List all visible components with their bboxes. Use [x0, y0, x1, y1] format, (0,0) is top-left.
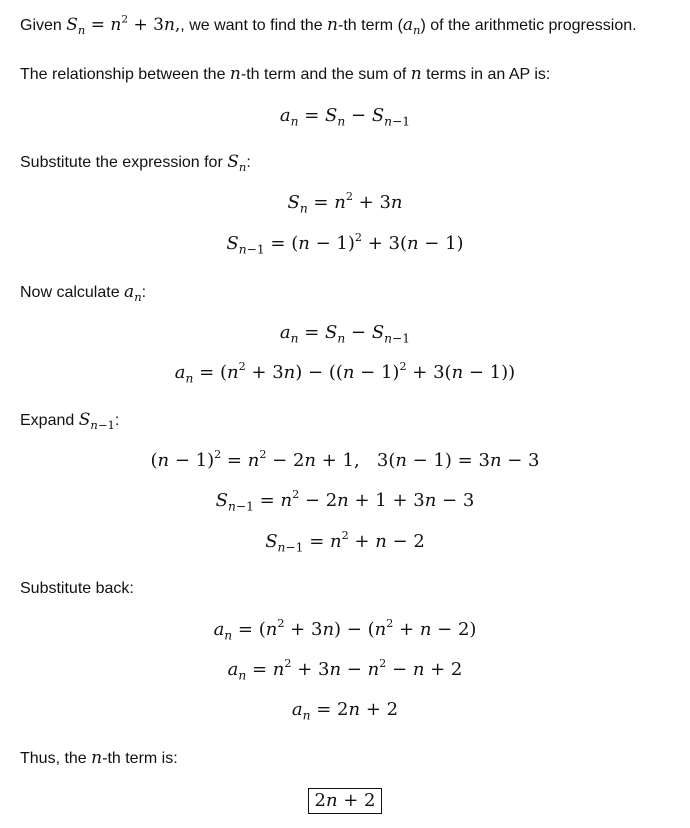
intro-text-2: , we want to find the [180, 17, 328, 34]
intro-text-1: Given [20, 17, 67, 34]
intro-text-3: -th term ( [338, 17, 403, 34]
n-symbol: n [327, 15, 338, 35]
equation-an-relation: $a_n = S_n - S_{n-1}$ [279, 105, 411, 129]
n-symbol: n [91, 748, 103, 768]
equation-an-result: $a_n = 2n + 2$ [291, 699, 399, 723]
substitute-back-paragraph [20, 578, 134, 600]
equation-an-expanded: $a_n = (n^2 + 3n) - ((n - 1)^2 + 3(n - 1))$ [174, 360, 516, 386]
sn-minus-1-symbol: $S_{n-1}$ [78, 410, 115, 433]
an-symbol: $a_n$ [124, 282, 142, 305]
substitute-text: Substitute the expression for [20, 154, 228, 171]
sn-symbol: $S_n$ [227, 152, 247, 175]
equation-expand-parts: $(n - 1)^2 = n^2 - 2n + 1$, 3(n − 1) = 3n − 3 [150, 448, 540, 471]
equation-an-relation-2: $a_n = S_n - S_{n-1}$ [279, 322, 411, 346]
n-symbol: n [410, 64, 422, 84]
equation-sn-minus-1-simplified: $S_{n-1} = n^2 + n - 2$ [265, 529, 425, 555]
colon-text: : [141, 284, 147, 301]
colon-text: : [114, 412, 120, 429]
colon-text: : [246, 154, 251, 171]
expand-paragraph [20, 409, 119, 432]
thus-paragraph [20, 747, 178, 770]
equation-an-substituted: $a_n = (n^2 + 3n) - (n^2 + n - 2)$ [213, 617, 477, 643]
substitute-back-text: Substitute back: [20, 580, 134, 597]
sn-definition: $S_n = n^2 + 3n$, [66, 13, 181, 38]
thus-text-1: Thus, the [20, 750, 92, 767]
n-symbol: n [229, 64, 241, 84]
equation-sn: $S_n = n^2 + 3n$ [287, 190, 403, 216]
relationship-text-1: The relationship between the [20, 66, 230, 83]
thus-text-2: -th term is: [102, 750, 178, 767]
intro-paragraph [20, 14, 637, 37]
calculate-paragraph [20, 281, 146, 304]
relationship-text-3: terms in an AP is: [421, 66, 551, 83]
an-symbol: $a_n$ [402, 15, 421, 38]
intro-text-4: ) of the arithmetic progression. [420, 17, 637, 34]
relationship-text-2: -th term and the sum of [240, 66, 411, 83]
relationship-paragraph [20, 63, 550, 86]
calculate-text: Now calculate [20, 284, 125, 301]
equation-an-open: $a_n = n^2 + 3n - n^2 - n + 2$ [227, 657, 463, 683]
final-answer-box: 2n + 2 [308, 788, 381, 814]
equation-sn-minus-1: $S_{n-1} = (n - 1)^2 + 3(n - 1)$ [226, 231, 464, 257]
equation-sn-minus-1-sum: $S_{n-1} = n^2 - 2n + 1 + 3n - 3$ [215, 488, 475, 514]
expand-text: Expand [20, 412, 79, 429]
final-answer-row [0, 788, 690, 814]
substitute-paragraph [20, 151, 251, 174]
